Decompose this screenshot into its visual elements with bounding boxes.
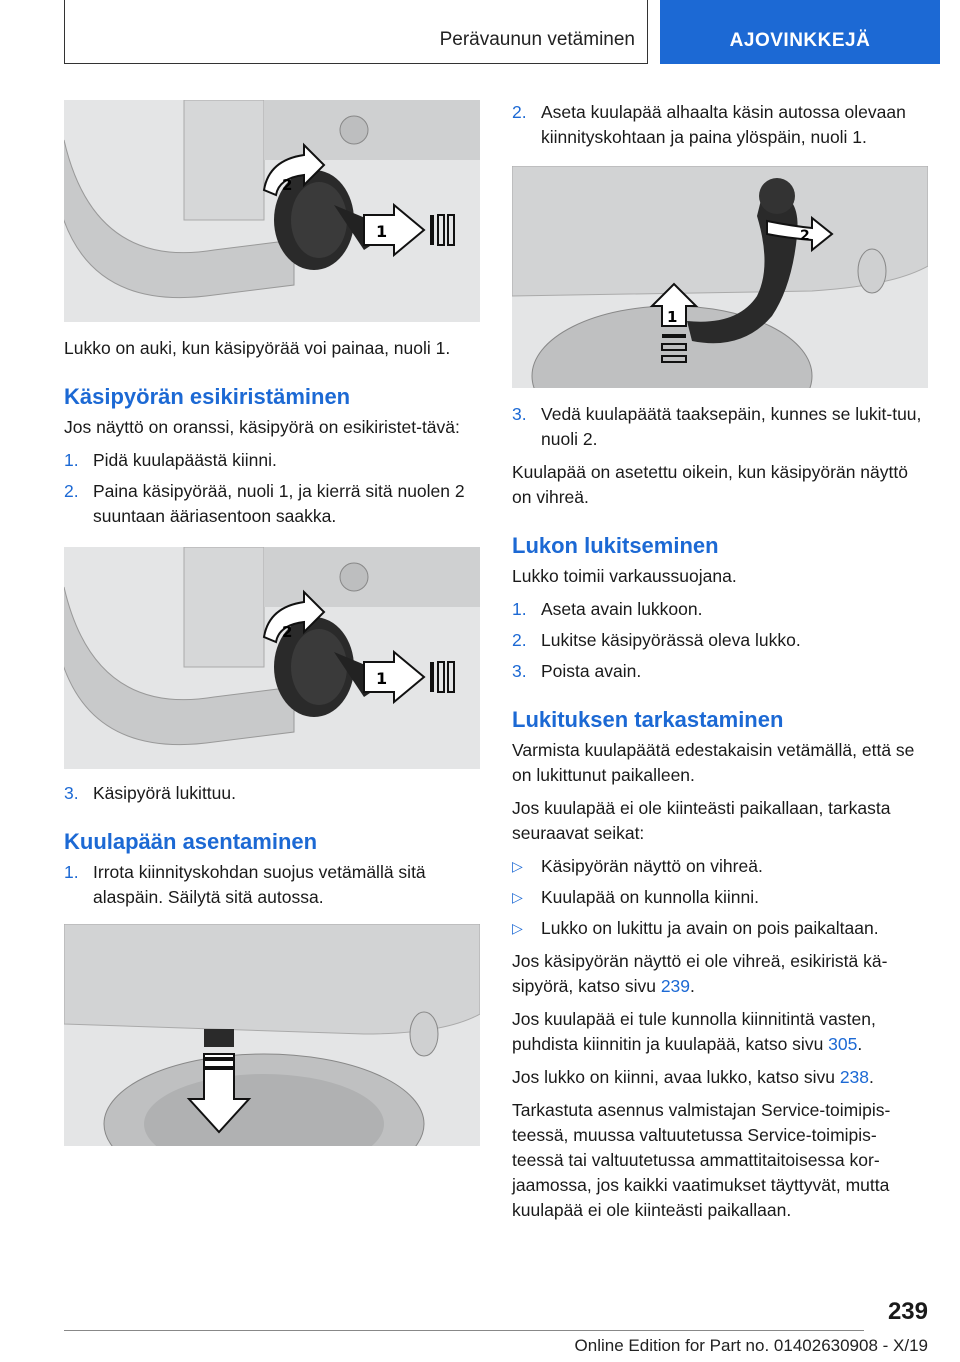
arrow-label-1: 1 (667, 308, 678, 326)
arrow-label-1: 1 (376, 669, 388, 688)
footer-edition: Online Edition for Part no. 01402630908 - X/19 (574, 1336, 928, 1355)
check-paragraph-6: Tarkastuta asennus valmistajan Service-toimipis‐teessä, muussa valtuutetussa Service-toimipis‐teessä tai valtuutetussa ammattitaitoisessa kor‐jaamossa, jos kaikki vaatimukset täyttyvät, mutta kuulapää ei ole kiinteästi paikallaan. (512, 1100, 891, 1220)
heading-mount: Kuulapään asentaminen (64, 829, 318, 854)
page-number: 239 (887, 1298, 928, 1325)
mount-result: Kuulapää on asetettu oikein, kun käsipyörän näyttö on vihreä. (512, 462, 908, 507)
heading-check: Lukituksen tarkastaminen (512, 707, 784, 732)
check-paragraph-2: Jos kuulapää ei ole kiinteästi paikallaan, tarkasta seuraavat seikat: (512, 798, 891, 843)
page-link-238[interactable]: 238 (839, 1067, 870, 1087)
header-section-box (64, 0, 648, 64)
arrow-label-1: 1 (376, 222, 388, 241)
left-column (64, 100, 480, 1146)
list-item: 3. Käsipyörä lukittuu. (64, 783, 236, 803)
list-item: 1. Pidä kuulapäästä kiinni. (64, 450, 277, 470)
arrow-label-2: 2 (282, 176, 293, 194)
header-chapter-tab[interactable]: AJOVINKKEJÄ (660, 0, 940, 64)
list-item: ▷ Kuulapää on kunnolla kiinni. (512, 885, 928, 910)
check-paragraph-1: Varmista kuulapäätä edestakaisin vetämällä, että se on lukittunut paikalleen. (512, 740, 915, 785)
list-item: ▷ Lukko on lukittu ja avain on pois paikaltaan. (512, 916, 928, 941)
heading-preset: Käsipyörän esikiristäminen (64, 384, 351, 409)
list-item: 2. Lukitse käsipyörässä oleva lukko. (512, 630, 801, 650)
heading-lock: Lukon lukitseminen (512, 533, 719, 558)
list-item: ▷ Käsipyörän näyttö on vihreä. (512, 854, 928, 879)
header-section-title: Perävaunun vetäminen (439, 29, 635, 50)
check-paragraph-4: Jos kuulapää ei tule kunnolla kiinnitintä vasten, puhdista kiinnitin ja kuulapää, katso sivu 305. (512, 1009, 876, 1054)
preset-intro: Jos näyttö on oranssi, käsipyörä on esikiristet‐tävä: (64, 417, 460, 437)
page-link-239[interactable]: 239 (660, 976, 691, 996)
list-item: 3. Poista avain. (512, 661, 642, 681)
triangle-bullet-icon: ▷ (512, 920, 523, 936)
footer-divider (64, 1330, 864, 1331)
list-item: 1. Irrota kiinnityskohdan suojus vetämällä sitä alaspäin. Säilytä sitä autossa. (64, 862, 426, 907)
lock-intro: Lukko toimii varkaussuojana. (512, 566, 737, 586)
arrow-label-2: 2 (800, 228, 810, 244)
triangle-bullet-icon: ▷ (512, 889, 523, 905)
figure-handwheel-turn (64, 547, 480, 769)
arrow-label-2: 2 (282, 623, 293, 641)
list-item: 2. Aseta kuulapää alhaalta käsin autossa olevaan kiinnityskohtaan ja paina ylöspäin, nuoli 1. (512, 102, 906, 147)
caption-unlocked: Lukko on auki, kun käsipyörää voi painaa, nuoli 1. (64, 338, 451, 358)
figure-remove-cover (64, 924, 480, 1146)
page-link-305[interactable]: 305 (828, 1034, 858, 1054)
list-item: 1. Aseta avain lukkoon. (512, 599, 703, 619)
list-item: 3. Vedä kuulapäätä taaksepäin, kunnes se lukit‐tuu, nuoli 2. (512, 404, 922, 449)
check-paragraph-3: Jos käsipyörän näyttö ei ole vihreä, esikiristä kä‐sipyörä, katso sivu 239. (512, 951, 888, 996)
check-paragraph-5: Jos lukko on kiinni, avaa lukko, katso sivu 238. (512, 1067, 874, 1087)
right-column (512, 100, 928, 1223)
figure-insert-ball-head (512, 166, 928, 388)
list-item: 2. Paina käsipyörää, nuoli 1, ja kierrä sitä nuolen 2 suuntaan ääriasentoon saakka. (64, 481, 465, 526)
figure-handwheel-unlocked (64, 100, 480, 322)
triangle-bullet-icon: ▷ (512, 858, 523, 874)
